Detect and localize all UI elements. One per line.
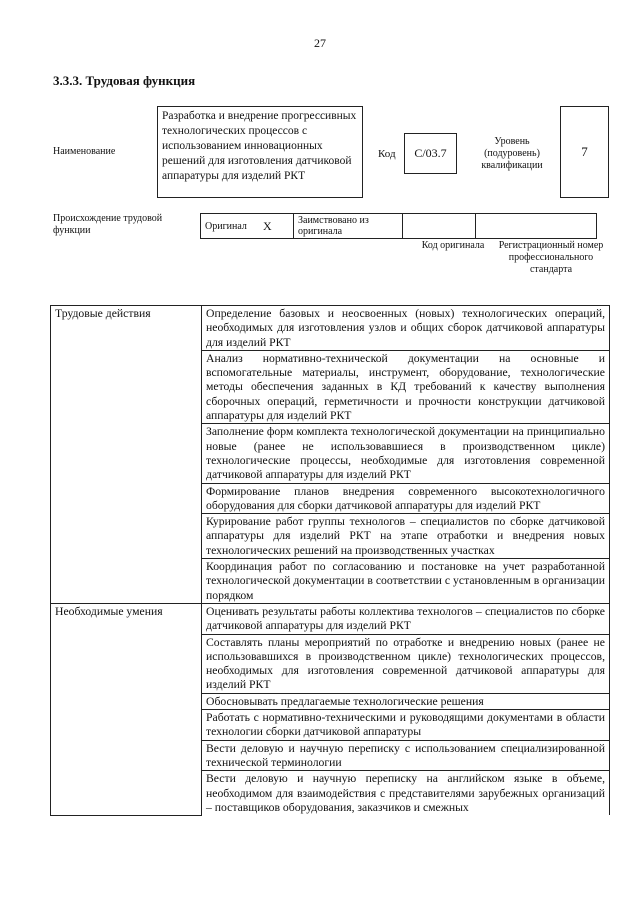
origin-code-cell: [403, 214, 476, 239]
original-label: Оригинал: [201, 214, 260, 239]
level-label: Уровень (подуровень) квалификации: [481, 136, 543, 171]
table-cell: Определение базовых и неосвоенных (новых) технологических операций, необходимых для изготовления узлов и общих сборок датчиковой аппаратуры для изделий РКТ: [202, 306, 610, 351]
origin-table: [200, 213, 597, 239]
table-cell: Составлять планы мероприятий по отработке и внедрению новых (ранее не использовавшихся в производственном цикле) технологических процессов, необходимых для изготовления современной датчиковой аппаратуры для изделий РКТ: [202, 634, 610, 693]
table-cell: Обосновывать предлагаемые технологические решения: [202, 693, 610, 709]
page-number: 27: [314, 36, 326, 50]
table-cell: Координация работ по согласованию и постановке на учет разработанной технологической документации в соответствии с установленным в организации порядком: [202, 559, 610, 604]
code-value-box: С/03.7: [404, 133, 457, 174]
reg-caption: Регистрационный номер профессионального стандарта: [498, 240, 604, 275]
category-cell: Необходимые умения: [51, 603, 202, 815]
origin-reg-cell: [476, 214, 597, 239]
code-label: Код: [378, 148, 396, 160]
function-name-box: Разработка и внедрение прогрессивных технологических процессов с использованием инновационных решений для изготовления датчиковой аппаратуры для изделий РКТ: [157, 106, 363, 198]
table-cell: Формирование планов внедрения современного высокотехнологичного оборудования для сборки датчиковой аппаратуры для изделий РКТ: [202, 483, 610, 514]
origin-label: Происхождение трудовой функции: [53, 213, 163, 236]
level-value-box: 7: [560, 106, 609, 198]
table-row: [51, 603, 610, 634]
table-cell: Вести деловую и научную переписку на английском языке в объеме, необходимом для взаимодействия с представителями зарубежных организаций – поставщиков оборудования, заказчиков и смежных: [202, 771, 610, 815]
table-cell: Оценивать результаты работы коллектива технологов – специалистов по сборке датчиковой аппаратуры для изделий РКТ: [202, 603, 610, 634]
name-label: Наименование: [53, 146, 116, 157]
table-row: [51, 306, 610, 351]
table-cell: Курирование работ группы технологов – специалистов по сборке датчиковой аппаратуры для изделий РКТ на этапе отработки и внедрения новых технологических решений на производственных участках: [202, 514, 610, 559]
section-title: 3.3.3. Трудовая функция: [53, 73, 196, 88]
borrowed-label: Заимствовано из оригинала: [294, 214, 403, 239]
category-cell: Трудовые действия: [51, 306, 202, 604]
labor-function-table: [50, 305, 610, 816]
table-cell: Вести деловую и научную переписку с использованием специализированной технической терминологии: [202, 740, 610, 771]
original-mark: X: [259, 214, 294, 239]
table-cell: Работать с нормативно-техническими и руководящими документами в области технологии сборки датчиковой аппаратуры: [202, 710, 610, 741]
code-caption: Код оригинала: [421, 240, 485, 251]
table-cell: Анализ нормативно-технической документации на основные и вспомогательные материалы, инструмент, оборудование, технологические методы обеспечения заданных в КД требований к качеству выполнения сборочных операций, герметичности и прочности конструкции датчиковой аппаратуры для изделий РКТ: [202, 350, 610, 423]
table-cell: Заполнение форм комплекта технологической документации на принципиально новые (ранее не использовавшиеся в производственном цикле) технологические процессы, необходимые для изготовления современной датчиковой аппаратуры для изделий РКТ: [202, 424, 610, 483]
